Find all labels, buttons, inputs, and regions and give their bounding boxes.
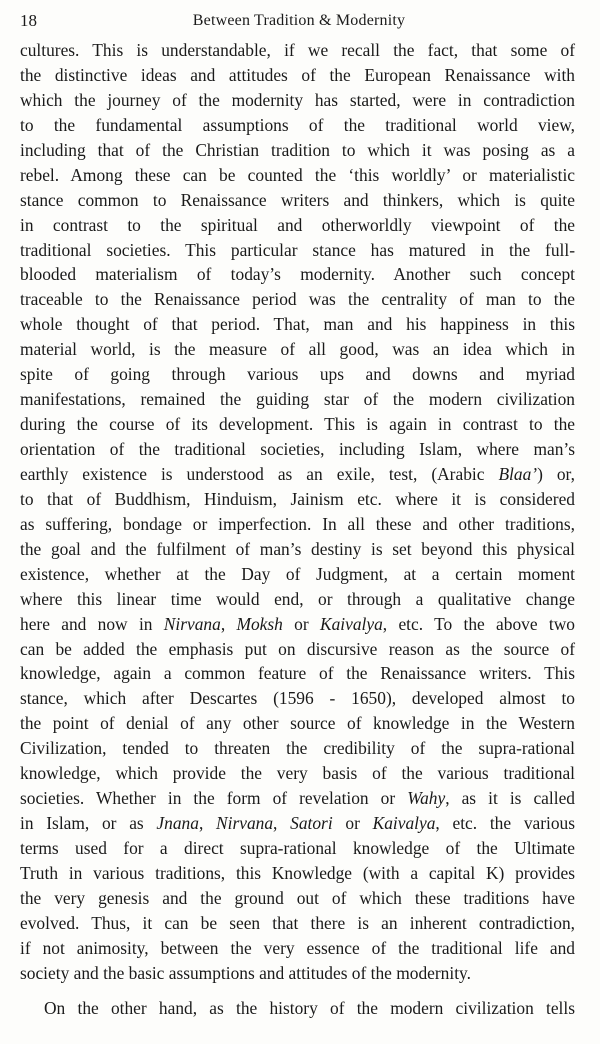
text-line [20, 437, 575, 462]
text-segment: knowledge, which provide the very basis of the various traditional [20, 763, 575, 784]
text-segment: blooded materialism of today’s modernity. Another such concept [20, 264, 575, 285]
italic-term: Nirvana [216, 813, 274, 834]
text-segment: ) or, [537, 463, 575, 484]
text-segment: On the other hand, as the history of the modern civilization tells [44, 997, 575, 1018]
page-number: 18 [20, 11, 37, 30]
text-segment: to that of Buddhism, Hinduism, Jainism etc. where it is considered [20, 488, 575, 509]
text-line [20, 63, 575, 88]
italic-term: Wahy [407, 788, 446, 809]
text-segment: traceable to the Renaissance period was the centrality of man to the [20, 289, 575, 310]
text-line [20, 612, 575, 637]
text-segment: can be added the emphasis put on discursive reason as the source of [20, 638, 575, 659]
text-line [20, 512, 575, 537]
running-title: Between Tradition & Modernity [192, 12, 406, 29]
text-line [20, 238, 575, 263]
text-line [20, 537, 575, 562]
text-line [20, 412, 575, 437]
italic-term: Jnana [156, 813, 199, 834]
text-segment: , as it is called [445, 788, 575, 809]
text-segment: cultures. This is understandable, if we recall the fact, that some of [20, 40, 575, 60]
text-segment: to the fundamental assumptions of the traditional world view, [20, 114, 575, 135]
text-segment: if not animosity, between the very essence of the traditional life and [20, 937, 575, 958]
text-line [20, 188, 575, 213]
text-segment: orientation of the traditional societies, including Islam, where man’s [20, 439, 575, 459]
text-segment: stance common to Renaissance writers and thinkers, which is quite [20, 189, 575, 210]
text-segment: as suffering, bondage or imperfection. In all these and other traditions, [20, 513, 575, 534]
text-segment: spite of going through various ups and downs and myriad [20, 364, 575, 385]
text-segment: traditional societies. This particular stance has matured in the full- [20, 239, 575, 260]
text-segment: the distinctive ideas and attitudes of the European Renaissance with [20, 64, 575, 85]
italic-term: Nirvana [163, 613, 221, 634]
text-segment: societies. Whether in the form of revelation or [20, 788, 408, 809]
text-line [20, 562, 575, 587]
text-line [20, 462, 575, 487]
text-segment: , [220, 613, 237, 634]
text-segment: rebel. Among these can be counted the ‘this worldly’ or materialistic [20, 164, 575, 185]
text-segment: the point of denial of any other source of knowledge in the Western [20, 713, 575, 734]
text-segment: society and the basic assumptions and attitudes of the modernity. [20, 962, 471, 983]
text-segment: stance, which after Descartes (1596 - 1650), developed almost to [20, 688, 575, 709]
text-line [20, 686, 575, 711]
text-line [20, 711, 575, 736]
text-segment: in Islam, or as [20, 813, 157, 834]
text-segment: including that of the Christian tradition to which it was posing as a [20, 139, 575, 160]
text-segment: evolved. Thus, it can be seen that there is an inherent contradiction, [20, 912, 575, 933]
text-segment: knowledge, again a common feature of the Renaissance writers. This [20, 663, 575, 684]
text-segment: , etc. To the above two [382, 613, 575, 634]
italic-term: Kaivalya [372, 813, 436, 834]
text-line [20, 836, 575, 861]
text-line [20, 861, 575, 886]
text-segment: which the journey of the modernity has started, were in contradiction [20, 89, 575, 110]
text-segment: whole thought of that period. That, man and his happiness in this [20, 314, 575, 335]
text-line [20, 811, 575, 836]
text-line [20, 287, 575, 312]
italic-term: Moksh [236, 613, 283, 634]
text-line [20, 936, 575, 961]
text-line [20, 661, 575, 686]
text-line [20, 637, 575, 662]
text-segment: manifestations, remained the guiding star of the modern civilization [20, 389, 575, 410]
text-line [20, 961, 575, 986]
text-line [20, 736, 575, 761]
text-segment: , [198, 813, 217, 834]
text-line [20, 138, 575, 163]
text-line [20, 113, 575, 138]
text-segment: or [332, 813, 373, 834]
text-segment: Civilization, tended to threaten the credibility of the supra-rational [20, 738, 575, 759]
text-segment: the goal and the fulfilment of man’s destiny is set beyond this physical [20, 538, 575, 559]
text-line [20, 163, 575, 188]
text-line [20, 587, 575, 612]
italic-term: Satori [290, 813, 333, 834]
text-line [20, 362, 575, 387]
text-line [20, 761, 575, 786]
text-segment: here and now in [20, 613, 164, 634]
text-segment: earthly existence is understood as an exile, test, (Arabic [20, 463, 499, 484]
text-line [20, 88, 575, 113]
body-text [20, 38, 575, 1021]
text-segment: the very genesis and the ground out of which these traditions have [20, 887, 575, 908]
text-segment: or [282, 613, 320, 634]
text-line [20, 38, 575, 63]
text-segment: where this linear time would end, or through a qualitative change [20, 588, 575, 609]
text-line [20, 262, 575, 287]
text-line [20, 786, 575, 811]
text-segment: existence, whether at the Day of Judgment, at a certain moment [20, 563, 575, 584]
italic-term: Blaa’ [498, 463, 538, 484]
text-segment: during the course of its development. This is again in contrast to the [20, 414, 575, 435]
text-line [20, 996, 575, 1021]
running-head [20, 8, 578, 34]
text-segment: , etc. the various [435, 813, 576, 834]
text-segment: Truth in various traditions, this Knowledge (with a capital K) provides [20, 862, 575, 883]
text-segment: terms used for a direct supra-rational knowledge of the Ultimate [20, 838, 575, 858]
text-line [20, 387, 575, 412]
italic-term: Kaivalya [319, 613, 383, 634]
text-line [20, 337, 575, 362]
text-line [20, 911, 575, 936]
text-line [20, 886, 575, 911]
text-segment: material world, is the measure of all good, was an idea which in [20, 339, 575, 360]
text-line [20, 312, 575, 337]
text-segment: in contrast to the spiritual and otherworldly viewpoint of the [20, 214, 575, 235]
text-segment: , [273, 813, 291, 834]
text-line [20, 213, 575, 238]
text-line [20, 487, 575, 512]
